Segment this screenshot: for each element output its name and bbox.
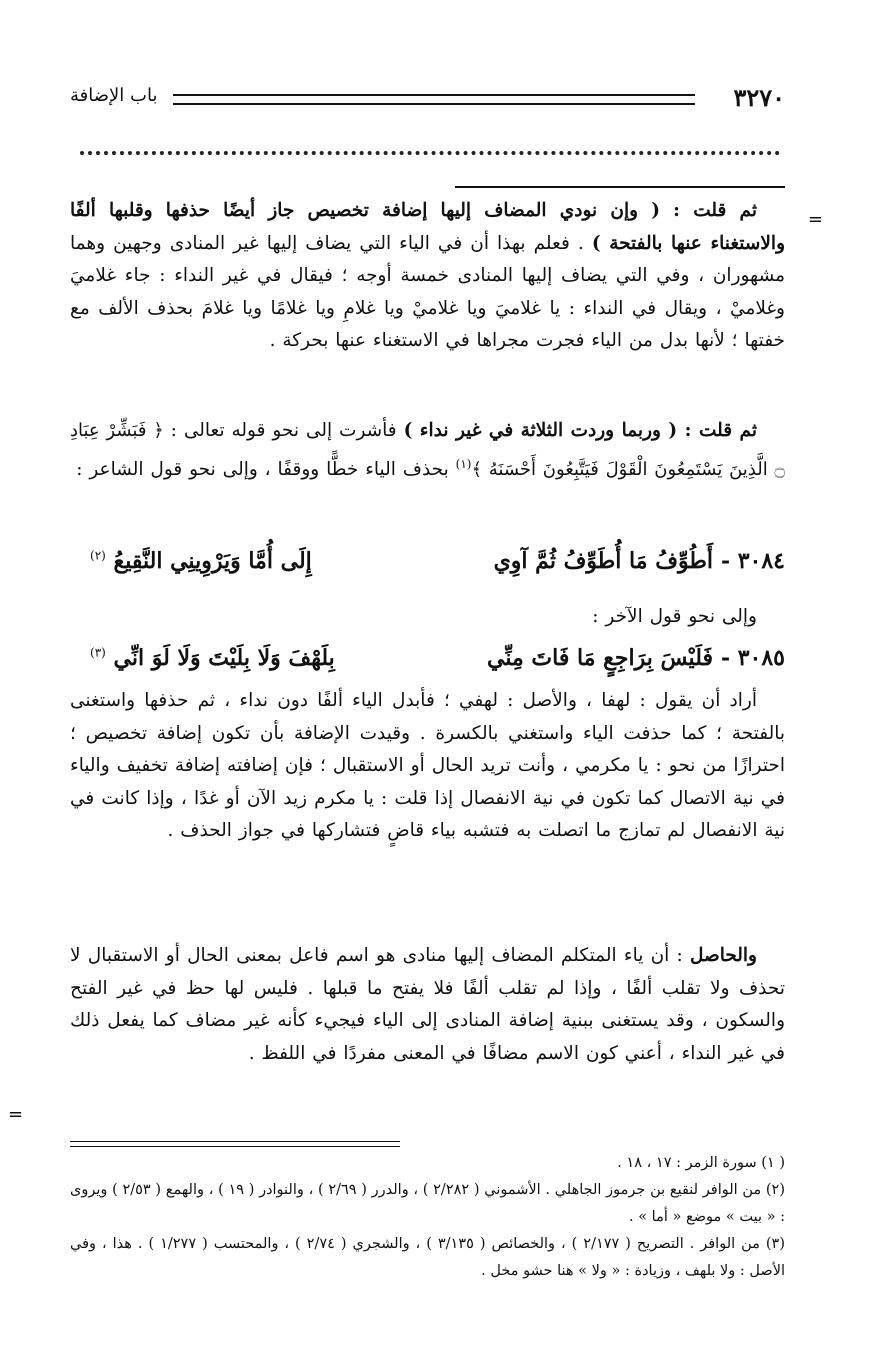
poem-number: ٣٠٨٤ -: [720, 548, 785, 574]
chapter-title: باب الإضافة: [70, 85, 158, 106]
footnote-3: (٣) من الوافر . التصريح ( ٢/١٧٧ ) ، والخصائص ( ٣/١٣٥ ) ، والشجري ( ٢/٧٤ ) ، والمحتسب ( ١/٢٧٧ ) . هذا ، وفي الأصل : ولا بلهف ، وزيادة : « ولا » هنا حشو مخل .: [70, 1236, 786, 1279]
paragraph-2-text-a: فأشرت إلى نحو قوله تعالى :: [163, 420, 404, 441]
footnote-2: (٢) من الوافر لنقيع بن جرموز الجاهلي . الأشموني ( ٢/٢٨٢ ) ، والدرر ( ٢/٦٩ ) ، والنوادر ( ١٩ ) ، والهمع ( ٢/٥٣ ) ويروى : « بيت » موضع « أما » .: [70, 1182, 786, 1225]
continuation-mark-end: =: [8, 1104, 24, 1125]
dotted-separator: [80, 145, 780, 155]
footnote-1: ( ١) سورة الزمر : ١٧ ، ١٨ .: [617, 1155, 785, 1171]
book-page: [8, 55, 823, 1315]
paragraph-2-text-b: بحذف الياء خطًّا ووقفًا ، وإلى نحو قول الشاعر :: [76, 458, 456, 480]
paragraph-2-lead: ثم قلت : ( وربما وردت الثلاثة في غير نداء ): [403, 420, 758, 441]
footnote-ref-1: (١): [455, 456, 472, 471]
transition-line: وإلى نحو قول الآخر :: [592, 606, 757, 627]
header-double-rule: [173, 94, 695, 105]
poem-3085: [70, 645, 785, 681]
paragraph-4-text: : أن ياء المتكلم المضاف إليها منادى هو اسم فاعل بمعنى الحال أو الاستقبال لا تحذف ولا تقلب ألفًا ، وإذا لم تقلب ألفًا فلا يفتح ما قبلها . فليس لها حظ في غير الفتح والسكون ، وقد يستغنى ببنية إضافة المنادى إلى الياء فيجيء كأنه غير مضاف كما يفعل ذلك في غير النداء ، أعني كون الاسم مضافًا في المعنى مفردًا في اللفظ .: [70, 945, 785, 1064]
footnote-rule: [70, 1141, 400, 1147]
poem-hemistich-second: [90, 548, 312, 574]
section-rule: [455, 186, 785, 188]
paragraph-4: [70, 940, 785, 1070]
continuation-mark-start: =: [807, 209, 823, 230]
paragraph-1-lead: ثم قلت : ( وإن نودي المضاف إليها إضافة تخصيص جاز أيضًا حذفها وقلبها ألفًا والاستغناء عنها بالفتحة ): [70, 200, 785, 254]
paragraph-2: [70, 415, 785, 486]
paragraph-1: [70, 195, 785, 358]
poem-hemistich-second: [90, 645, 335, 671]
poem-3084: [70, 548, 785, 584]
poem-hemistich-first: أَطُوِّفُ مَا أُطَوِّفُ ثُمَّ آوِي: [493, 548, 713, 574]
paragraph-3: أراد أن يقول : لهفا ، والأصل : لهفي ؛ فأبدل الياء ألفًا دون نداء ، ثم حذفها واستغنى بالفتحة ؛ كما حذفت الياء واستغني بالكسرة . وقيدت الإضافة بأن تكون إضافة تخصيص ؛ احترازًا من نحو : يا مكرمي ، وأنت تريد الحال أو الاستقبال ؛ فإن إضافته إضافة تخفيف والياء في نية الاتصال كما تكون في نية الانفصال إذا قلت : يا مكرم زيد الآن أو غدًا ، وإذا كانت في نية الانفصال لم تمازج ما اتصلت به فتشبه بياء قاضٍ فتشاركها في جواز الحذف .: [70, 690, 785, 841]
poem-hemistich-second-text: إِلَى أُمَّا وَيَرْوِينِي النَّقِيعُ: [113, 548, 312, 574]
poem-hemistich-second-text: بِلَهْفَ وَلَا بِلَيْتَ وَلَا لَوَ انِّي: [113, 645, 335, 671]
footnote-ref-2: (٢): [90, 548, 106, 563]
page-number: ٣٢٧٠: [733, 83, 785, 112]
footnote-ref-3: (٣): [90, 645, 106, 660]
running-header: [70, 83, 785, 117]
quran-verse: ﴿ فَبَشِّرْ عِبَادِ ۝ الَّذِينَ يَسْتَمِعُونَ الْقَوْلَ فَيَتَّبِعُونَ أَحْسَنَهُ ﴾: [70, 420, 785, 480]
poem-hemistich-first: فَلَيْسَ بِرَاجِعٍ مَا فَاتَ مِنِّي: [487, 645, 713, 671]
paragraph-4-lead: والحاصل: [689, 945, 757, 966]
paragraph-1-text: . فعلم بهذا أن في الياء التي يضاف إليها غير المنادى وجهين وهما مشهوران ، وفي التي يضاف إليها المنادى خمسة أوجه ؛ فيقال في غير النداء : جاء غلاميَ وغلاميْ ، ويقال في النداء : يا غلاميَ ويا غلاميْ ويا غلامِ ويا غلامًا ويا غلامَ بحذف الألف مع خفتها ؛ لأنها بدل من الياء فجرت مجراها في الاستغناء عنها بحركة .: [70, 232, 785, 351]
poem-number: ٣٠٨٥ -: [720, 645, 785, 671]
